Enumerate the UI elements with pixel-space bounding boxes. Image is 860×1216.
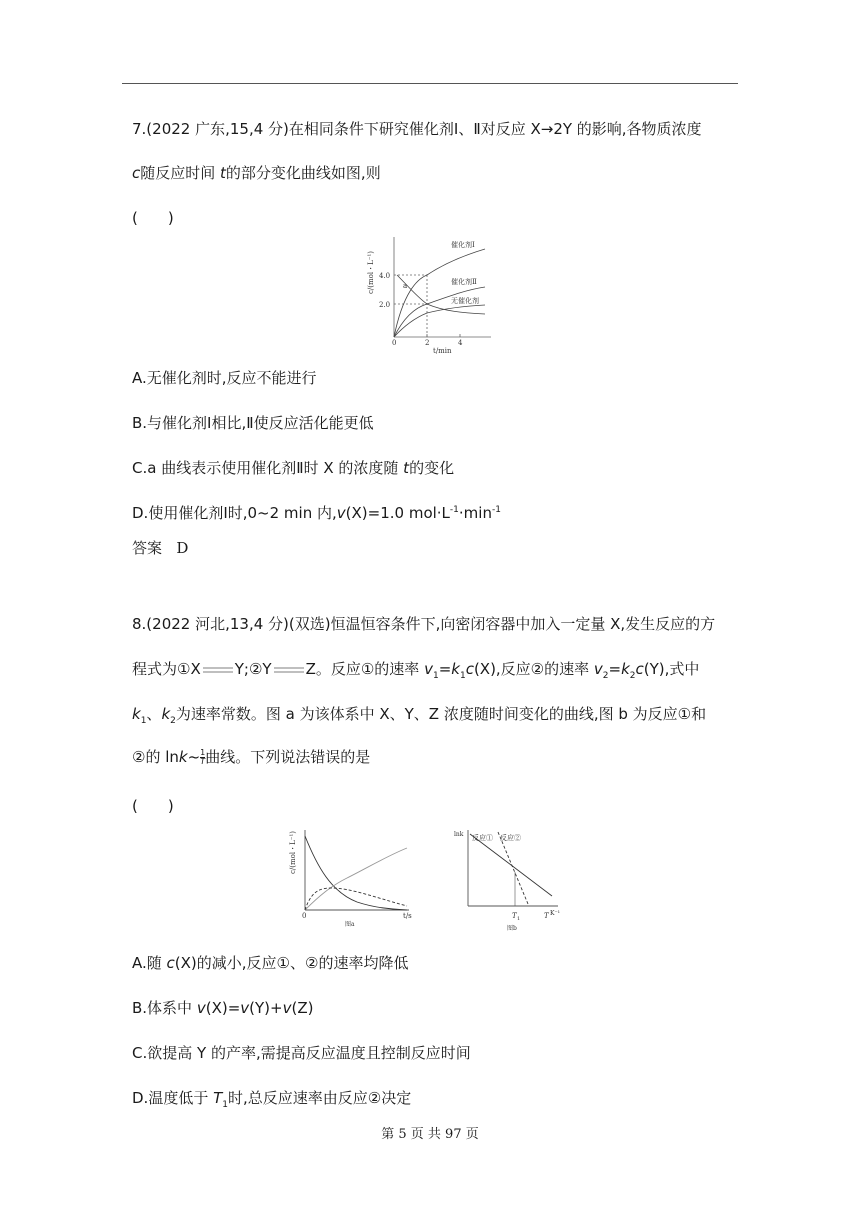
q8-stem-line2: [132, 658, 699, 681]
fig-a-curve-y: [305, 888, 407, 910]
q7-xtick-label-2: 2: [425, 339, 430, 347]
q7-option-b: B.与催化剂Ⅰ相比,Ⅱ使反应活化能更低: [132, 414, 374, 432]
var-c: c: [635, 660, 644, 678]
equilibrium-sign: [201, 665, 235, 675]
q7-option-c-text-a: C.a 曲线表示使用催化剂Ⅱ时 X 的浓度随: [132, 459, 404, 477]
q8-text: 、: [146, 705, 162, 723]
var-v: v: [424, 660, 433, 678]
fig-b-tick-t: T: [512, 912, 517, 920]
sub: 1: [459, 671, 466, 681]
q8-option-b-text-c: (Y)+: [249, 999, 283, 1017]
q7-ytick-2: 2.0: [379, 301, 391, 309]
sub: 2: [170, 716, 176, 726]
sub: 2: [602, 671, 609, 681]
q8-stem-line4: [132, 746, 370, 767]
q8-answer-paren: ( ): [132, 797, 174, 815]
q8-figure-a: [287, 826, 417, 934]
sub: 1: [222, 1100, 228, 1110]
fig-a-origin: 0: [302, 912, 307, 920]
answer-label: 答案: [132, 539, 163, 557]
q8-figure-b: [454, 826, 564, 936]
q8-text: (Y),式中: [643, 660, 700, 678]
var-c: c: [465, 660, 474, 678]
q8-stem-line3: [132, 703, 706, 726]
var-v: v: [196, 999, 206, 1017]
frac-den: T: [200, 757, 206, 766]
q7-xtick-label-4: 4: [458, 339, 463, 347]
fig-b-line-reaction-1: [470, 834, 552, 896]
var-c: c: [166, 954, 175, 972]
fig-a-caption: 图a: [345, 921, 355, 928]
sub: 2: [629, 671, 636, 681]
q7-label-catalyst-1: 催化剂Ⅰ: [451, 241, 475, 249]
var-v: v: [282, 999, 292, 1017]
q8-text: 曲线。下列说法错误的是: [205, 748, 371, 766]
q8-option-d: [132, 1087, 411, 1110]
fig-b-ylabel: lnk: [454, 831, 464, 838]
fig-b-legend-1: 反应①: [472, 834, 493, 842]
q7-xlabel: t/min: [433, 347, 452, 355]
q8-text: Z。反应①的速率: [305, 660, 425, 678]
sub: 1: [432, 671, 439, 681]
q8-option-a-text-b: (X)的减小,反应①、②的速率均降低: [174, 954, 409, 972]
q7-option-d-text-b: (X)=1.0 mol·L: [345, 504, 450, 522]
header-rule: [122, 83, 738, 84]
q8-text: =: [438, 660, 452, 678]
q8-text: (X),反应②的速率: [473, 660, 594, 678]
q7-label-no-catalyst: 无催化剂: [451, 297, 479, 305]
q7-xtick-label-0: 0: [392, 339, 397, 347]
q8-option-c: C.欲提高 Y 的产率,需提高反应温度且控制反应时间: [132, 1044, 471, 1062]
q8-text: 程式为①X: [132, 660, 201, 678]
var-t: t: [403, 459, 410, 477]
q7-label-catalyst-2: 催化剂Ⅱ: [451, 278, 477, 286]
q8-option-b-text-b: (X)=: [205, 999, 241, 1017]
q8-option-b-text-a: B.体系中: [132, 999, 197, 1017]
q7-stem-text-b: 的部分变化曲线如图,则: [225, 164, 381, 182]
q7-curve-no-catalyst: [394, 305, 485, 337]
fig-b-caption: 图b: [507, 925, 517, 932]
q7-option-c-text-b: 的变化: [409, 459, 455, 477]
q7-option-c: [132, 457, 454, 478]
q8-text: ②的 ln: [132, 748, 179, 766]
fig-b-line-reaction-2: [498, 832, 528, 904]
q7-option-d-text-a: D.使用催化剂Ⅰ时,0~2 min 内,: [132, 504, 337, 522]
page-footer: 第 5 页 共 97 页: [381, 1127, 479, 1142]
q7-ylabel: c/(mol・L⁻¹): [367, 251, 375, 294]
q7-stem-line1: 7.(2022 广东,15,4 分)在相同条件下研究催化剂Ⅰ、Ⅱ对反应 X→2Y 的影响,各物质浓度: [132, 120, 702, 138]
answer-value: D: [176, 539, 189, 557]
var-t: T: [213, 1089, 223, 1107]
q8-text: ~: [187, 748, 201, 766]
q7-stem-line2: [132, 162, 381, 183]
var-c: c: [132, 164, 141, 182]
sup: -1: [449, 505, 459, 515]
q7-option-a: A.无催化剂时,反应不能进行: [132, 369, 317, 387]
fig-b-tick-sub: 1: [517, 916, 521, 922]
q7-stem-text-a: 随反应时间: [140, 164, 221, 182]
var-k: k: [451, 660, 460, 678]
q7-label-a: a: [403, 282, 408, 290]
q8-text: Y;②Y: [234, 660, 272, 678]
q7-answer: [132, 537, 188, 558]
q8-text: 为速率常数。图 a 为该体系中 X、Y、Z 浓度随时间变化的曲线,图 b 为反应①和: [175, 705, 707, 723]
q8-option-b-text-d: (Z): [291, 999, 314, 1017]
q8-option-b: [132, 997, 313, 1018]
fig-a-ylabel: c/(mol・L⁻¹): [289, 831, 297, 874]
q8-option-d-text-a: D.温度低于: [132, 1089, 214, 1107]
equilibrium-sign: [272, 665, 306, 675]
q8-option-d-text-b: 时,总反应速率由反应②决定: [228, 1089, 412, 1107]
var-k: k: [178, 748, 188, 766]
var-v: v: [336, 504, 346, 522]
q8-stem-line1: 8.(2022 河北,13,4 分)(双选)恒温恒容条件下,向密闭容器中加入一定量 X,发生反应的方: [132, 615, 716, 633]
sup: -1: [491, 505, 501, 515]
var-k: k: [621, 660, 630, 678]
q8-option-a: [132, 952, 408, 973]
var-v: v: [240, 999, 250, 1017]
q8-text: =: [608, 660, 622, 678]
fig-b-xlabel-unit: K⁻¹: [550, 910, 561, 917]
fig-b-xlabel-t: T: [544, 912, 549, 920]
fig-b-legend-2: 反应②: [500, 834, 521, 842]
frac-num: 1: [200, 748, 206, 757]
q8-option-a-text-a: A.随: [132, 954, 167, 972]
var-v: v: [593, 660, 603, 678]
q7-ytick-4: 4.0: [379, 272, 391, 280]
fig-a-curve-z: [305, 848, 407, 910]
q7-option-d: [132, 502, 501, 523]
q7-concentration-chart: [365, 233, 495, 355]
var-k: k: [161, 705, 171, 723]
fig-a-xlabel: t/s: [403, 912, 412, 920]
var-t: t: [220, 164, 226, 182]
sub: 1: [140, 716, 147, 726]
q7-option-d-text-c: ·min: [458, 504, 492, 522]
var-k: k: [132, 705, 141, 723]
q7-answer-paren: ( ): [132, 209, 174, 227]
